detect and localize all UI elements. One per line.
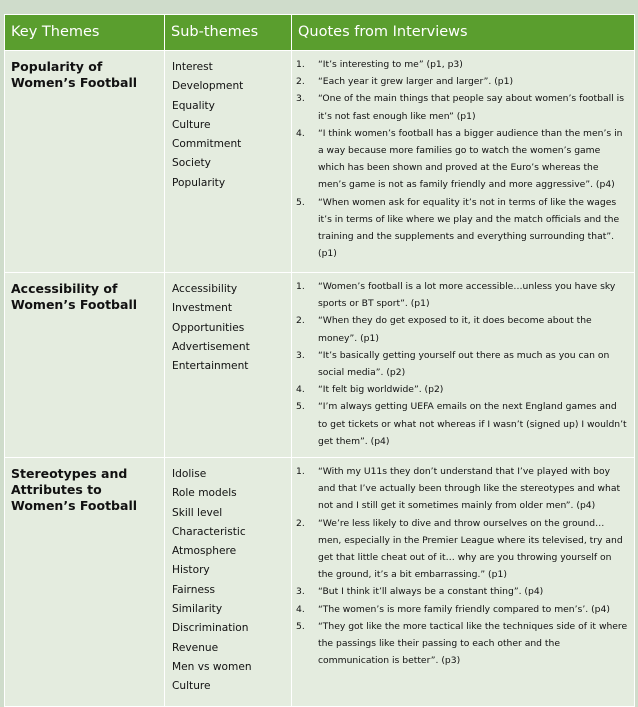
quote-item: 5. “They got like the more tactical like the techniques side of it where the passings like their passing to each other and the communication is better”. (p3) <box>296 620 628 667</box>
sub-theme: Equality <box>172 99 215 112</box>
themes-table-container <box>4 14 634 707</box>
header-row <box>5 15 635 51</box>
sub-theme: Advertisement <box>172 340 250 353</box>
sub-theme: Investment <box>172 302 233 315</box>
quote-item: 3. “It’s basically getting yourself out there as much as you can on social media”. (p2) <box>296 349 610 379</box>
quote-item: 4. “The women’s is more family friendly compared to men’s’. (p4) <box>296 603 610 615</box>
quote-item: 1. “With my U11s they don’t understand that I’ve played with boy and that I’ve actually been through like the stereotypes and what not and I still get it sometimes mainly from older men”. (p4) <box>296 466 621 512</box>
quote-item: 4. “It felt big worldwide”. (p2) <box>296 384 444 396</box>
table-row <box>5 273 635 458</box>
header-sub-themes: Sub-themes <box>165 15 292 51</box>
quote-list <box>296 278 628 450</box>
sub-theme: Popularity <box>172 176 226 189</box>
sub-theme: Men vs women <box>172 660 252 673</box>
sub-theme: Atmosphere <box>172 545 237 558</box>
sub-theme: Fairness <box>172 583 215 596</box>
quote-item: 3. “But I think it’ll always be a constant thing”. (p4) <box>296 586 544 598</box>
sub-themes-cell <box>165 51 292 273</box>
header-quotes: Quotes from Interviews <box>292 15 635 51</box>
quote-item: 3. “One of the main things that people say about women’s football is it’s not fast enough like men” (p1) <box>296 93 624 122</box>
sub-theme: Discrimination <box>172 622 249 635</box>
table-row <box>5 458 635 707</box>
quotes-cell <box>292 273 635 458</box>
quote-item: 5. “I’m always getting UEFA emails on the next England games and to get tickets or what not whereas if I wasn’t (signed up) I wouldn’t get them”. (p4) <box>296 401 627 447</box>
quote-item: 2. “We’re less likely to dive and throw ourselves on the ground… men, especially in the Premier League where its televised, try and get that little cheat out of it… why are you throwing yourself on the ground, it’s a bit embarrassing.” (p1) <box>296 517 623 581</box>
quote-item: 4. “I think women’s football has a bigger audience than the men’s in a way because more families go to watch the women’s game which has been shown and proved at the Euro’s whereas the men’s game is not as family friendly and more aggressive”. (p4) <box>296 127 623 191</box>
sub-theme: Entertainment <box>172 360 249 373</box>
sub-theme: Development <box>172 80 244 93</box>
sub-theme: Opportunities <box>172 321 245 334</box>
sub-theme: Interest <box>172 61 213 73</box>
sub-theme: Society <box>172 157 211 170</box>
sub-theme: Culture <box>172 680 211 693</box>
quote-item: 2. “Each year it grew larger and larger”. (p1) <box>296 76 514 88</box>
sub-theme: History <box>172 564 210 577</box>
sub-theme: Commitment <box>172 138 242 151</box>
sub-themes-cell <box>165 458 292 707</box>
sub-theme: Similarity <box>172 603 223 616</box>
sub-theme: Accessibility <box>172 283 238 295</box>
sub-theme: Revenue <box>172 641 219 654</box>
quotes-cell <box>292 51 635 273</box>
sub-theme: Skill level <box>172 506 223 519</box>
quote-item: 1. “Women’s football is a lot more accessible…unless you have sky sports or BT sport”. (p1) <box>296 281 616 310</box>
quote-item: 1. “It’s interesting to me” (p1, p3) <box>296 59 463 70</box>
key-theme-cell: Stereotypes and Attributes to Women’s Football <box>5 458 165 707</box>
sub-theme: Role models <box>172 487 237 500</box>
sub-themes-cell <box>165 273 292 458</box>
header-key-themes: Key Themes <box>5 15 165 51</box>
quote-list <box>296 463 628 669</box>
sub-theme: Culture <box>172 118 211 131</box>
quote-list <box>296 56 628 262</box>
sub-theme: Idolise <box>172 468 207 480</box>
quote-item: 5. “When women ask for equality it’s not in terms of like the wages it’s in terms of like where we play and the match officials and the training and the supplements and everything surrounding that”. (p1) <box>296 196 620 260</box>
table-row <box>5 51 635 273</box>
key-theme-cell: Accessibility of Women’s Football <box>5 273 165 458</box>
quote-item: 2. “When they do get exposed to it, it does become about the money”. (p1) <box>296 315 592 344</box>
themes-table <box>4 14 635 707</box>
quotes-cell <box>292 458 635 707</box>
sub-theme: Characteristic <box>172 525 246 538</box>
key-theme-cell: Popularity of Women’s Football <box>5 51 165 273</box>
